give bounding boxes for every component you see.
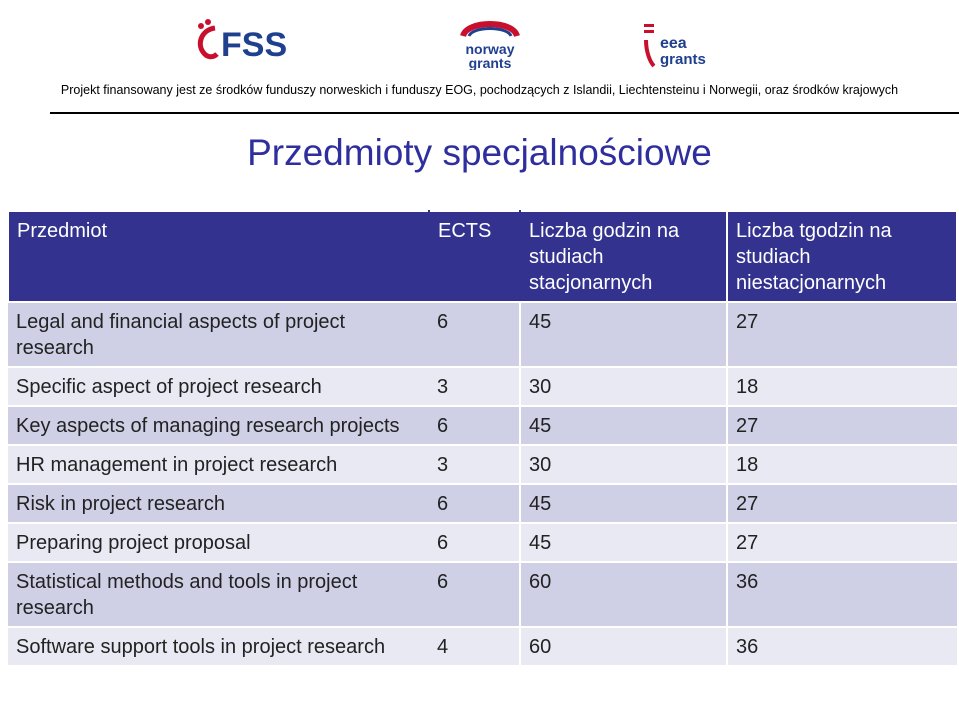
cell-subject: Preparing project proposal xyxy=(8,523,429,562)
col-header-hours-part-time: Liczba tgodzin na studiach niestacjonarnych xyxy=(727,211,957,302)
cell-ects: 6 xyxy=(429,562,520,627)
funding-note: Projekt finansowany jest ze środków funduszy norweskich i funduszy EOG, pochodzących z Islandii, Liechtensteinu i Norwegii, oraz środków krajowych xyxy=(60,83,899,97)
page-title: Przedmioty specjalnościowe xyxy=(247,132,712,173)
cell-subject: Legal and financial aspects of project research xyxy=(8,302,429,367)
cell-hours-full-time: 60 xyxy=(520,562,727,627)
cell-hours-full-time: 45 xyxy=(520,302,727,367)
col-header-hours-full-time: Liczba godzin na studiach stacjonarnych xyxy=(520,211,727,302)
subjects-table xyxy=(7,210,958,665)
cell-hours-part-time: 27 xyxy=(727,484,957,523)
cell-hours-part-time: 18 xyxy=(727,445,957,484)
table-row xyxy=(8,302,957,367)
cell-subject: HR management in project research xyxy=(8,445,429,484)
svg-text:norway: norway xyxy=(465,41,515,57)
svg-text:grants: grants xyxy=(468,55,512,70)
table-row xyxy=(8,523,957,562)
cell-hours-part-time: 27 xyxy=(727,406,957,445)
cell-subject: Statistical methods and tools in project research xyxy=(8,562,429,627)
fss-logo xyxy=(193,16,288,66)
table-row xyxy=(8,627,957,665)
svg-text:FSS: FSS xyxy=(221,26,288,64)
cell-ects: 4 xyxy=(429,627,520,665)
cell-ects: 6 xyxy=(429,523,520,562)
table-header-row xyxy=(8,211,957,302)
cell-ects: 6 xyxy=(429,302,520,367)
cell-hours-part-time: 18 xyxy=(727,367,957,406)
table-row xyxy=(8,445,957,484)
table-row xyxy=(8,406,957,445)
cell-hours-full-time: 60 xyxy=(520,627,727,665)
col-header-ects: ECTS xyxy=(429,211,520,302)
cell-subject: Software support tools in project research xyxy=(8,627,429,665)
table-row xyxy=(8,562,957,627)
cell-subject: Risk in project research xyxy=(8,484,429,523)
cell-hours-full-time: 45 xyxy=(520,406,727,445)
table-row xyxy=(8,484,957,523)
norway-grants-logo xyxy=(455,18,525,70)
cell-ects: 3 xyxy=(429,367,520,406)
cell-ects: 6 xyxy=(429,406,520,445)
cell-ects: 6 xyxy=(429,484,520,523)
cell-subject: Specific aspect of project research xyxy=(8,367,429,406)
cell-hours-full-time: 30 xyxy=(520,445,727,484)
header-divider xyxy=(50,112,959,114)
logo-bar xyxy=(0,0,959,80)
eea-grants-logo xyxy=(640,18,710,70)
cell-hours-part-time: 36 xyxy=(727,562,957,627)
svg-text:eea: eea xyxy=(660,35,687,52)
cell-hours-full-time: 45 xyxy=(520,484,727,523)
cell-hours-full-time: 30 xyxy=(520,367,727,406)
col-header-subject: Przedmiot xyxy=(8,211,429,302)
cell-hours-part-time: 36 xyxy=(727,627,957,665)
cell-hours-part-time: 27 xyxy=(727,523,957,562)
cell-hours-part-time: 27 xyxy=(727,302,957,367)
svg-text:grants: grants xyxy=(660,51,706,68)
cell-hours-full-time: 45 xyxy=(520,523,727,562)
cell-subject: Key aspects of managing research projects xyxy=(8,406,429,445)
cell-ects: 3 xyxy=(429,445,520,484)
table-row xyxy=(8,367,957,406)
